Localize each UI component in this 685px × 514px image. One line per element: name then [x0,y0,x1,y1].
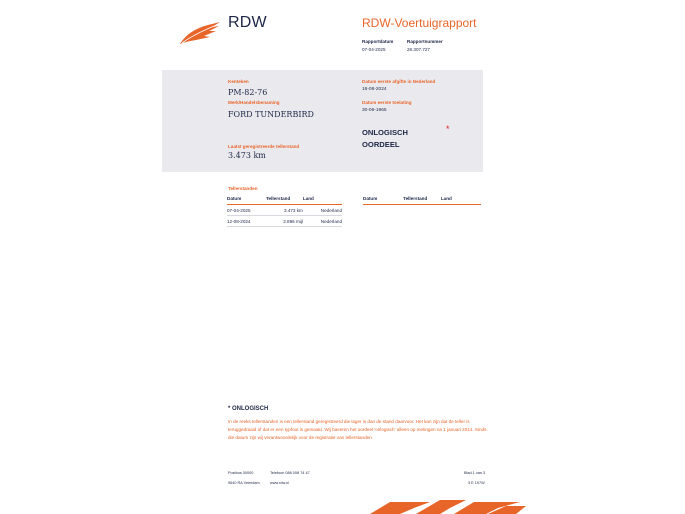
brand-name: RDW [228,14,267,31]
verdict-asterisk: * [446,124,450,134]
report-date-label: Rapportdatum [362,39,394,44]
odometer-section-title: Tellerstanden [228,186,258,191]
footer-code: 3 E 197W [468,481,485,485]
odometer-label: Laatst geregistreerde tellerstand [228,144,300,149]
odometer-table [227,195,342,227]
plate-label: Kenteken [228,79,249,84]
col-country: Land [303,195,342,205]
report-number-block [407,39,443,52]
verdict-text [362,127,408,151]
make-label: Merk/Handelsbenaming [228,100,280,105]
footer-address-1: Postbus 30000 [228,471,254,475]
row-country: Nederland [303,216,342,227]
table-header-row [363,195,481,205]
footer-web: www.rdw.nl [270,481,289,485]
row-reading: 2.896 mijl [266,216,303,227]
footer-phone: Telefoon 088 008 74 47 [270,471,310,475]
col-reading: Tellerstand [403,195,441,205]
first-nl-date: 16-08-2024 [362,87,387,92]
rdw-logo [178,20,222,46]
table-row [227,216,342,227]
footnote-title: * ONLOGISCH [228,406,269,412]
col-reading: Tellerstand [266,195,303,205]
table-header-row [227,195,342,205]
decorative-stripes [370,496,530,514]
row-date: 12-08-2024 [227,216,266,227]
first-admission-date: 30-06-1965 [362,108,387,113]
footnote-text: In de reeks tellerstanden is een tellerstand geregistreerd die lager is dan de stand daarvoor. Het kan zijn dat de teller is teruggedraaid of dat er een typfout is gemaakt. Wij baseren het oordeel 'onlogisch' alleen op metingen na 1 januari 2014. Sinds die datum zijn wij verantwoordelijk voor de registratie van tellerstanden. [228,419,487,440]
verdict-line-1: ONLOGISCH [362,128,408,137]
col-date: Datum [363,195,403,205]
footer-page-number: Blad 1 van 3 [464,471,486,475]
report-title: RDW-Voertuigrapport [362,16,477,30]
report-date: 07-04-2025 [362,47,386,52]
last-odometer: 3.473 km [228,151,266,160]
report-number: 28.307.727 [407,47,430,52]
table-row [227,205,342,216]
col-country: Land [441,195,481,205]
first-admission-label: Datum eerste toelating [362,100,412,105]
report-number-label: Rapportnummer [407,39,443,44]
row-reading: 3.473 km [266,205,303,216]
first-nl-label: Datum eerste afgifte in Nederland [362,79,436,84]
footer-address-2: 9640 RA Veendam [228,481,260,485]
make-model: FORD TUNDERBIRD [228,110,314,119]
row-country: Nederland [303,205,342,216]
vehicle-info-panel [162,70,483,172]
report-date-block [362,39,393,52]
license-plate: PM-82-76 [228,88,268,97]
odometer-table-continued [363,195,481,205]
row-date: 07-04-2025 [227,205,266,216]
col-date: Datum [227,195,266,205]
verdict-line-2: OORDEEL [362,140,400,149]
